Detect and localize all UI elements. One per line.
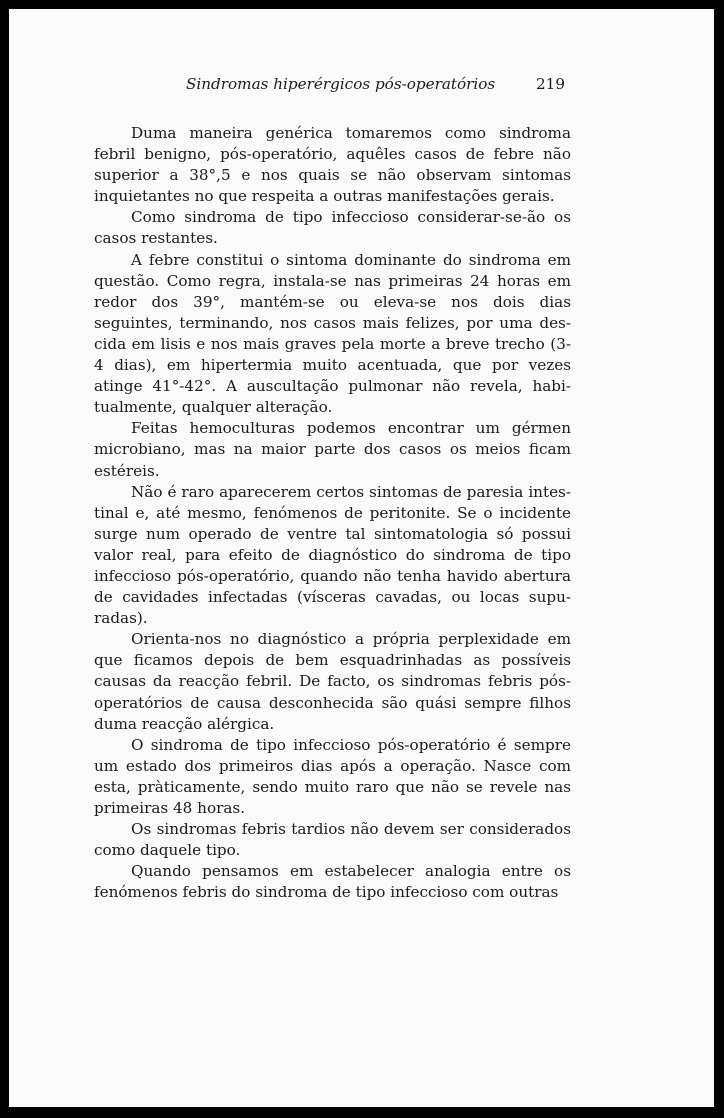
paragraph: A febre constitui o sintoma dominante do sindroma em questão. Como regra, instala-se nas primeiras 24 horas em redor dos 39°, mantém-se ou eleva-se nos dois dias seguintes, terminando, nos casos mais felizes, por uma descida em lisis e nos mais graves pela morte a breve trecho (3-4 dias), em hipertermia muito acentuada, que por vezes atinge 41°-42°. A auscultação pulmonar não revela, habitualmente, qualquer alteração. bbox=[94, 250, 571, 417]
paragraph: Feitas hemoculturas podemos encontrar um gérmen microbiano, mas na maior parte dos casos os meios ficam estéreis. bbox=[94, 419, 571, 480]
paragraph: Duma maneira genérica tomaremos como sindroma febril benigno, pós-operatório, aquêles casos de febre não superior a 38°,5 e nos quais se não observam sintomas inquietantes no que respeita a outras manifestações gerais. bbox=[94, 124, 571, 206]
paragraph: Orienta-nos no diagnóstico a própria perplexidade em que ficamos depois de bem esquadrinhadas as possíveis causas da reacção febril. De facto, os sindromas febris pós-operatórios de causa desconhecida são quási sempre filhos duma reacção alérgica. bbox=[94, 630, 571, 733]
paragraph: Os sindromas febris tardios não devem ser considerados como daquele tipo. bbox=[94, 820, 571, 860]
paragraph: Como sindroma de tipo infeccioso considerar-se-ão os casos restantes. bbox=[94, 208, 571, 248]
paragraph: O sindroma de tipo infeccioso pós-operatório é sempre um estado dos primeiros dias após a operação. Nasce com esta, pràticamente, sendo muito raro que não se revele nas primeiras 48 horas. bbox=[94, 735, 571, 817]
running-head-title: Sindromas hiperérgicos pós-operatórios bbox=[186, 75, 496, 93]
running-header bbox=[9, 75, 714, 101]
paragraph: Não é raro aparecerem certos sintomas de paresia intestinal e, até mesmo, fenómenos de peritonite. Se o incidente surge num operado de ventre tal sintomatologia só possui valor real, para efeito de diagnóstico do sindroma de tipo infeccioso pós-operatório, quando não tenha havido abertura de cavidades infectadas (vísceras cavadas, ou locas supuradas). bbox=[94, 482, 571, 628]
page-number: 219 bbox=[536, 75, 565, 93]
paragraph: Quando pensamos em estabelecer analogia entre os fenómenos febris do sindroma de tipo infeccioso com outras bbox=[94, 862, 571, 902]
body-text bbox=[94, 123, 571, 903]
book-page bbox=[9, 9, 714, 1107]
